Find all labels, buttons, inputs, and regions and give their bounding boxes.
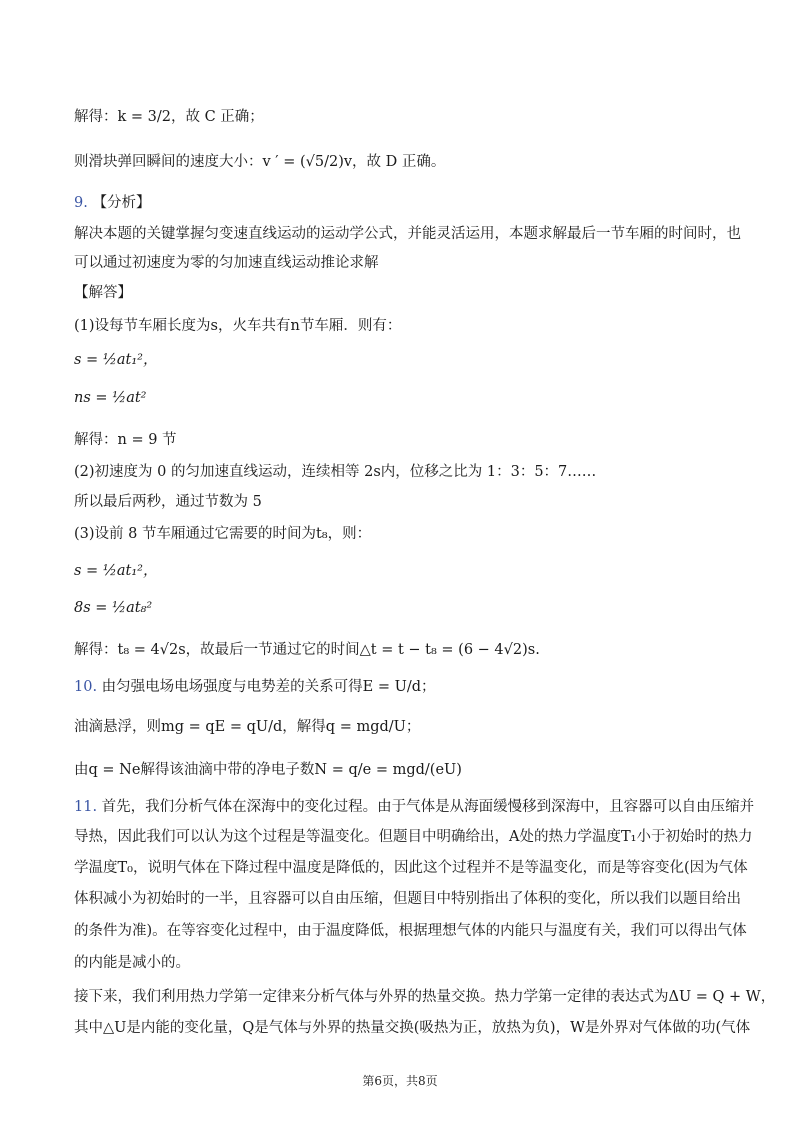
text-line: 的条件为准)。在等容变化过程中，由于温度降低，根据理想气体的内能只与温度有关，我们可以得出气体 (74, 923, 747, 939)
text-line: 解决本题的关键掌握匀变速直线运动的运动学公式，并能灵活运用，本题求解最后一节车厢的时间时，也 (74, 226, 741, 242)
text-line: 的内能是减小的。 (74, 955, 190, 971)
text-line: 解得：t₈ = 4√2s，故最后一节通过它的时间△t = t − t₈ = (6 − 4√2)s. (74, 642, 540, 658)
section-heading: 【解答】 (74, 285, 132, 301)
text-line: 体积减小为初始时的一半，且容器可以自由压缩，但题目中特别指出了体积的变化，所以我们以题目给出 (74, 891, 741, 907)
text-line: (3)设前 8 节车厢通过它需要的时间为t₈，则： (74, 526, 372, 542)
equation-line: s = ½at₁²， (74, 352, 158, 368)
question-heading: 10. 由匀强电场电场强度与电势差的关系可得E = U/d； (74, 679, 436, 695)
text-line: 油滴悬浮，则mg = qE = qU/d，解得q = mgd/U； (74, 719, 421, 735)
text-line: (1)设每节车厢长度为s，火车共有n节车厢．则有： (74, 318, 402, 334)
question-number: 9. (74, 195, 88, 211)
question-number: 10. (74, 679, 98, 695)
text-line: 解得：n = 9 节 (74, 432, 177, 448)
text-line: (2)初速度为 0 的匀加速直线运动，连续相等 2s内，位移之比为 1：3：5：7…… (74, 464, 597, 480)
text-line: 其中△U是内能的变化量，Q是气体与外界的热量交换(吸热为正，放热为负)，W是外界对气体做的功(气体 (74, 1020, 751, 1036)
question-number: 11. (74, 799, 98, 815)
text-line: 所以最后两秒，通过节数为 5 (74, 494, 262, 510)
text-line: 导热，因此我们可以认为这个过程是等温变化。但题目中明确给出，A处的热力学温度T₁小于初始时的热力 (74, 829, 753, 845)
text-line: 可以通过初速度为零的匀加速直线运动推论求解 (74, 255, 379, 271)
question-heading: 9. 【分析】 (74, 195, 151, 211)
text-line: 接下来，我们利用热力学第一定律来分析气体与外界的热量交换。热力学第一定律的表达式为ΔU = Q + W， (74, 989, 776, 1005)
text-line: 解得：k = 3/2，故 C 正确； (74, 109, 264, 125)
equation-line: 8s = ½at₈² (74, 600, 153, 616)
text-line: 由q = Ne解得该油滴中带的净电子数N = q/e = mgd/(eU) (74, 762, 462, 778)
page-footer: 第6页，共8页 (362, 1074, 438, 1088)
question-heading: 11. 首先，我们分析气体在深海中的变化过程。由于气体是从海面缓慢移到深海中，且容器可以自由压缩并 (74, 799, 755, 815)
equation-line: ns = ½at² (74, 390, 147, 406)
text-line: 学温度T₀，说明气体在下降过程中温度是降低的，因此这个过程并不是等温变化，而是等容变化(因为气体 (74, 860, 748, 876)
equation-line: s = ½at₁²， (74, 563, 158, 579)
text-line: 则滑块弹回瞬间的速度大小：v ′ = (√5/2)v，故 D 正确。 (74, 154, 446, 170)
